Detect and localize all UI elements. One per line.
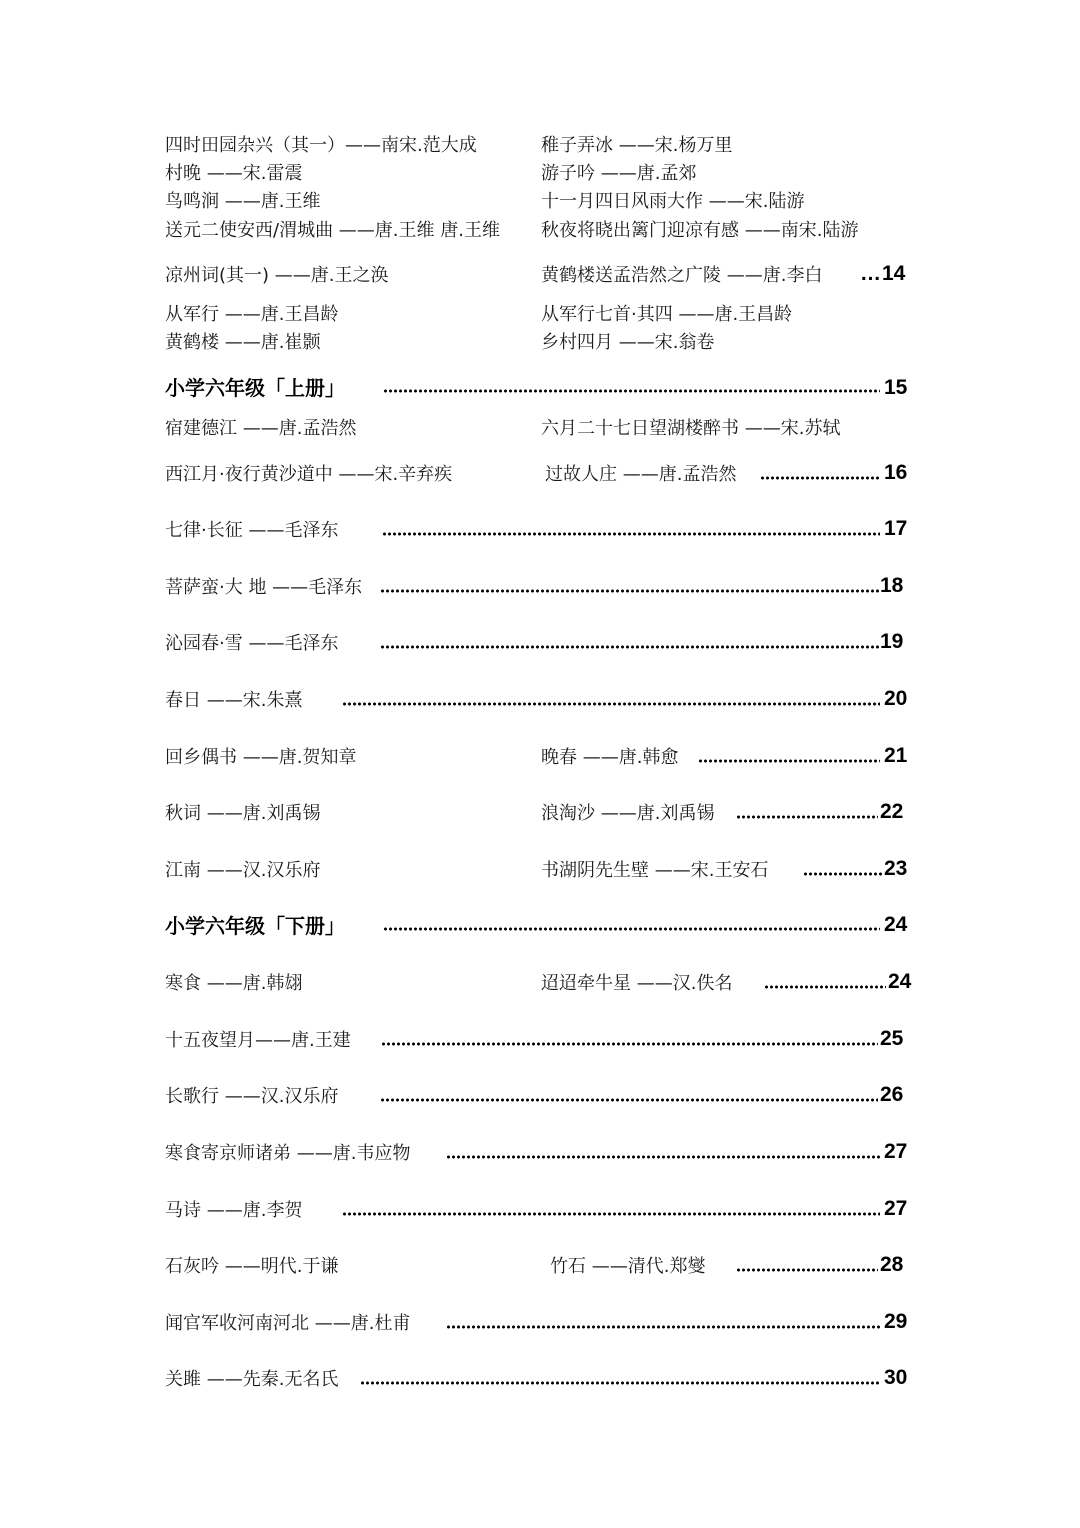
toc-entry[interactable]: 六月二十七日望湖楼醉书 ——宋.苏轼 <box>541 418 841 439</box>
toc-entry[interactable]: 乡村四月 ——宋.翁卷 <box>541 332 715 353</box>
toc-entry[interactable]: 沁园春·雪 ——毛泽东 <box>165 633 339 654</box>
toc-entry[interactable]: 马诗 ——唐.李贺 <box>165 1200 303 1221</box>
page-number: 27 <box>884 1197 908 1220</box>
toc-entry[interactable]: 七律·长征 ——毛泽东 <box>165 520 339 541</box>
toc-entry[interactable]: 黄鹤楼 ——唐.崔颢 <box>165 332 321 353</box>
toc-entry[interactable]: 菩萨蛮·大 地 ——毛泽东 <box>165 577 363 598</box>
toc-entry[interactable]: 十一月四日风雨大作 ——宋.陆游 <box>541 191 805 212</box>
dot-leader <box>380 1095 878 1105</box>
dot-leader <box>736 1265 878 1275</box>
toc-entry[interactable]: 黄鹤楼送孟浩然之广陵 ——唐.李白 <box>541 265 823 286</box>
toc-entry[interactable]: 闻官军收河南河北 ——唐.杜甫 <box>165 1313 411 1334</box>
dot-leader <box>764 982 886 992</box>
dot-leader <box>383 386 880 396</box>
toc-entry[interactable]: 凉州词(其一) ——唐.王之涣 <box>165 265 389 286</box>
page-number: 25 <box>880 1027 904 1050</box>
dot-leader <box>342 699 880 709</box>
page-number: 27 <box>884 1140 908 1163</box>
page-number: 26 <box>880 1083 904 1106</box>
page-number: 17 <box>884 517 908 540</box>
page-number: 19 <box>880 630 904 653</box>
page-number: 20 <box>884 687 908 710</box>
toc-entry[interactable]: 竹石 ——清代.郑燮 <box>550 1256 706 1277</box>
toc-entry[interactable]: 鸟鸣涧 ——唐.王维 <box>165 191 321 212</box>
dot-leader <box>736 812 878 822</box>
page-number: 24 <box>884 913 908 936</box>
toc-entry[interactable]: 村晚 ——宋.雷震 <box>165 163 303 184</box>
toc-entry[interactable]: 春日 ——宋.朱熹 <box>165 690 303 711</box>
toc-entry[interactable]: 江南 ——汉.汉乐府 <box>165 860 321 881</box>
toc-entry[interactable]: 十五夜望月——唐.王建 <box>165 1030 351 1051</box>
page-number: 24 <box>888 970 912 993</box>
dot-leader: … <box>860 262 881 285</box>
toc-entry[interactable]: 送元二使安西/渭城曲 ——唐.王维 唐.王维 <box>165 220 500 241</box>
toc-entry[interactable]: 秋词 ——唐.刘禹锡 <box>165 803 321 824</box>
toc-entry[interactable]: 寒食 ——唐.韩翃 <box>165 973 303 994</box>
toc-entry[interactable]: 石灰吟 ——明代.于谦 <box>165 1256 339 1277</box>
page-number: 21 <box>884 744 908 767</box>
toc-entry[interactable]: 西江月·夜行黄沙道中 ——宋.辛弃疾 <box>165 464 453 485</box>
dot-leader <box>383 924 880 934</box>
toc-entry[interactable]: 寒食寄京师诸弟 ——唐.韦应物 <box>165 1143 411 1164</box>
dot-leader <box>380 642 880 652</box>
dot-leader <box>698 756 880 766</box>
toc-entry[interactable]: 稚子弄冰 ——宋.杨万里 <box>541 135 733 156</box>
page-number: 30 <box>884 1366 908 1389</box>
toc-entry[interactable]: 浪淘沙 ——唐.刘禹锡 <box>541 803 715 824</box>
page-number: 23 <box>884 857 908 880</box>
page-number: 22 <box>880 800 904 823</box>
page-number: 29 <box>884 1310 908 1333</box>
dot-leader <box>446 1322 880 1332</box>
dot-leader <box>382 529 880 539</box>
toc-entry[interactable]: 关雎 ——先秦.无名氏 <box>165 1369 339 1390</box>
page-number: 14 <box>882 262 906 285</box>
dot-leader <box>381 1039 878 1049</box>
toc-entry[interactable]: 过故人庄 ——唐.孟浩然 <box>545 464 737 485</box>
toc-entry[interactable]: 书湖阴先生壁 ——宋.王安石 <box>541 860 769 881</box>
page-number: 15 <box>884 376 908 399</box>
section-heading[interactable]: 小学六年级「上册」 <box>165 376 345 400</box>
toc-entry[interactable]: 从军行七首·其四 ——唐.王昌龄 <box>541 304 793 325</box>
dot-leader <box>380 586 880 596</box>
dot-leader <box>360 1378 880 1388</box>
toc-entry[interactable]: 从军行 ——唐.王昌龄 <box>165 304 339 325</box>
toc-entry[interactable]: 宿建德江 ——唐.孟浩然 <box>165 418 357 439</box>
toc-entry[interactable]: 游子吟 ——唐.孟郊 <box>541 163 697 184</box>
toc-entry[interactable]: 秋夜将晓出篱门迎凉有感 ——南宋.陆游 <box>541 220 859 241</box>
page-number: 16 <box>884 461 908 484</box>
section-heading[interactable]: 小学六年级「下册」 <box>165 914 345 938</box>
page-number: 18 <box>880 574 904 597</box>
page-number: 28 <box>880 1253 904 1276</box>
dot-leader <box>803 869 883 879</box>
toc-entry[interactable]: 长歌行 ——汉.汉乐府 <box>165 1086 339 1107</box>
toc-entry[interactable]: 四时田园杂兴（其一）——南宋.范大成 <box>165 135 477 156</box>
dot-leader <box>446 1152 880 1162</box>
toc-entry[interactable]: 晚春 ——唐.韩愈 <box>541 747 679 768</box>
dot-leader <box>342 1209 880 1219</box>
toc-entry[interactable]: 迢迢牵牛星 ——汉.佚名 <box>541 973 733 994</box>
dot-leader <box>760 473 880 483</box>
toc-entry[interactable]: 回乡偶书 ——唐.贺知章 <box>165 747 357 768</box>
